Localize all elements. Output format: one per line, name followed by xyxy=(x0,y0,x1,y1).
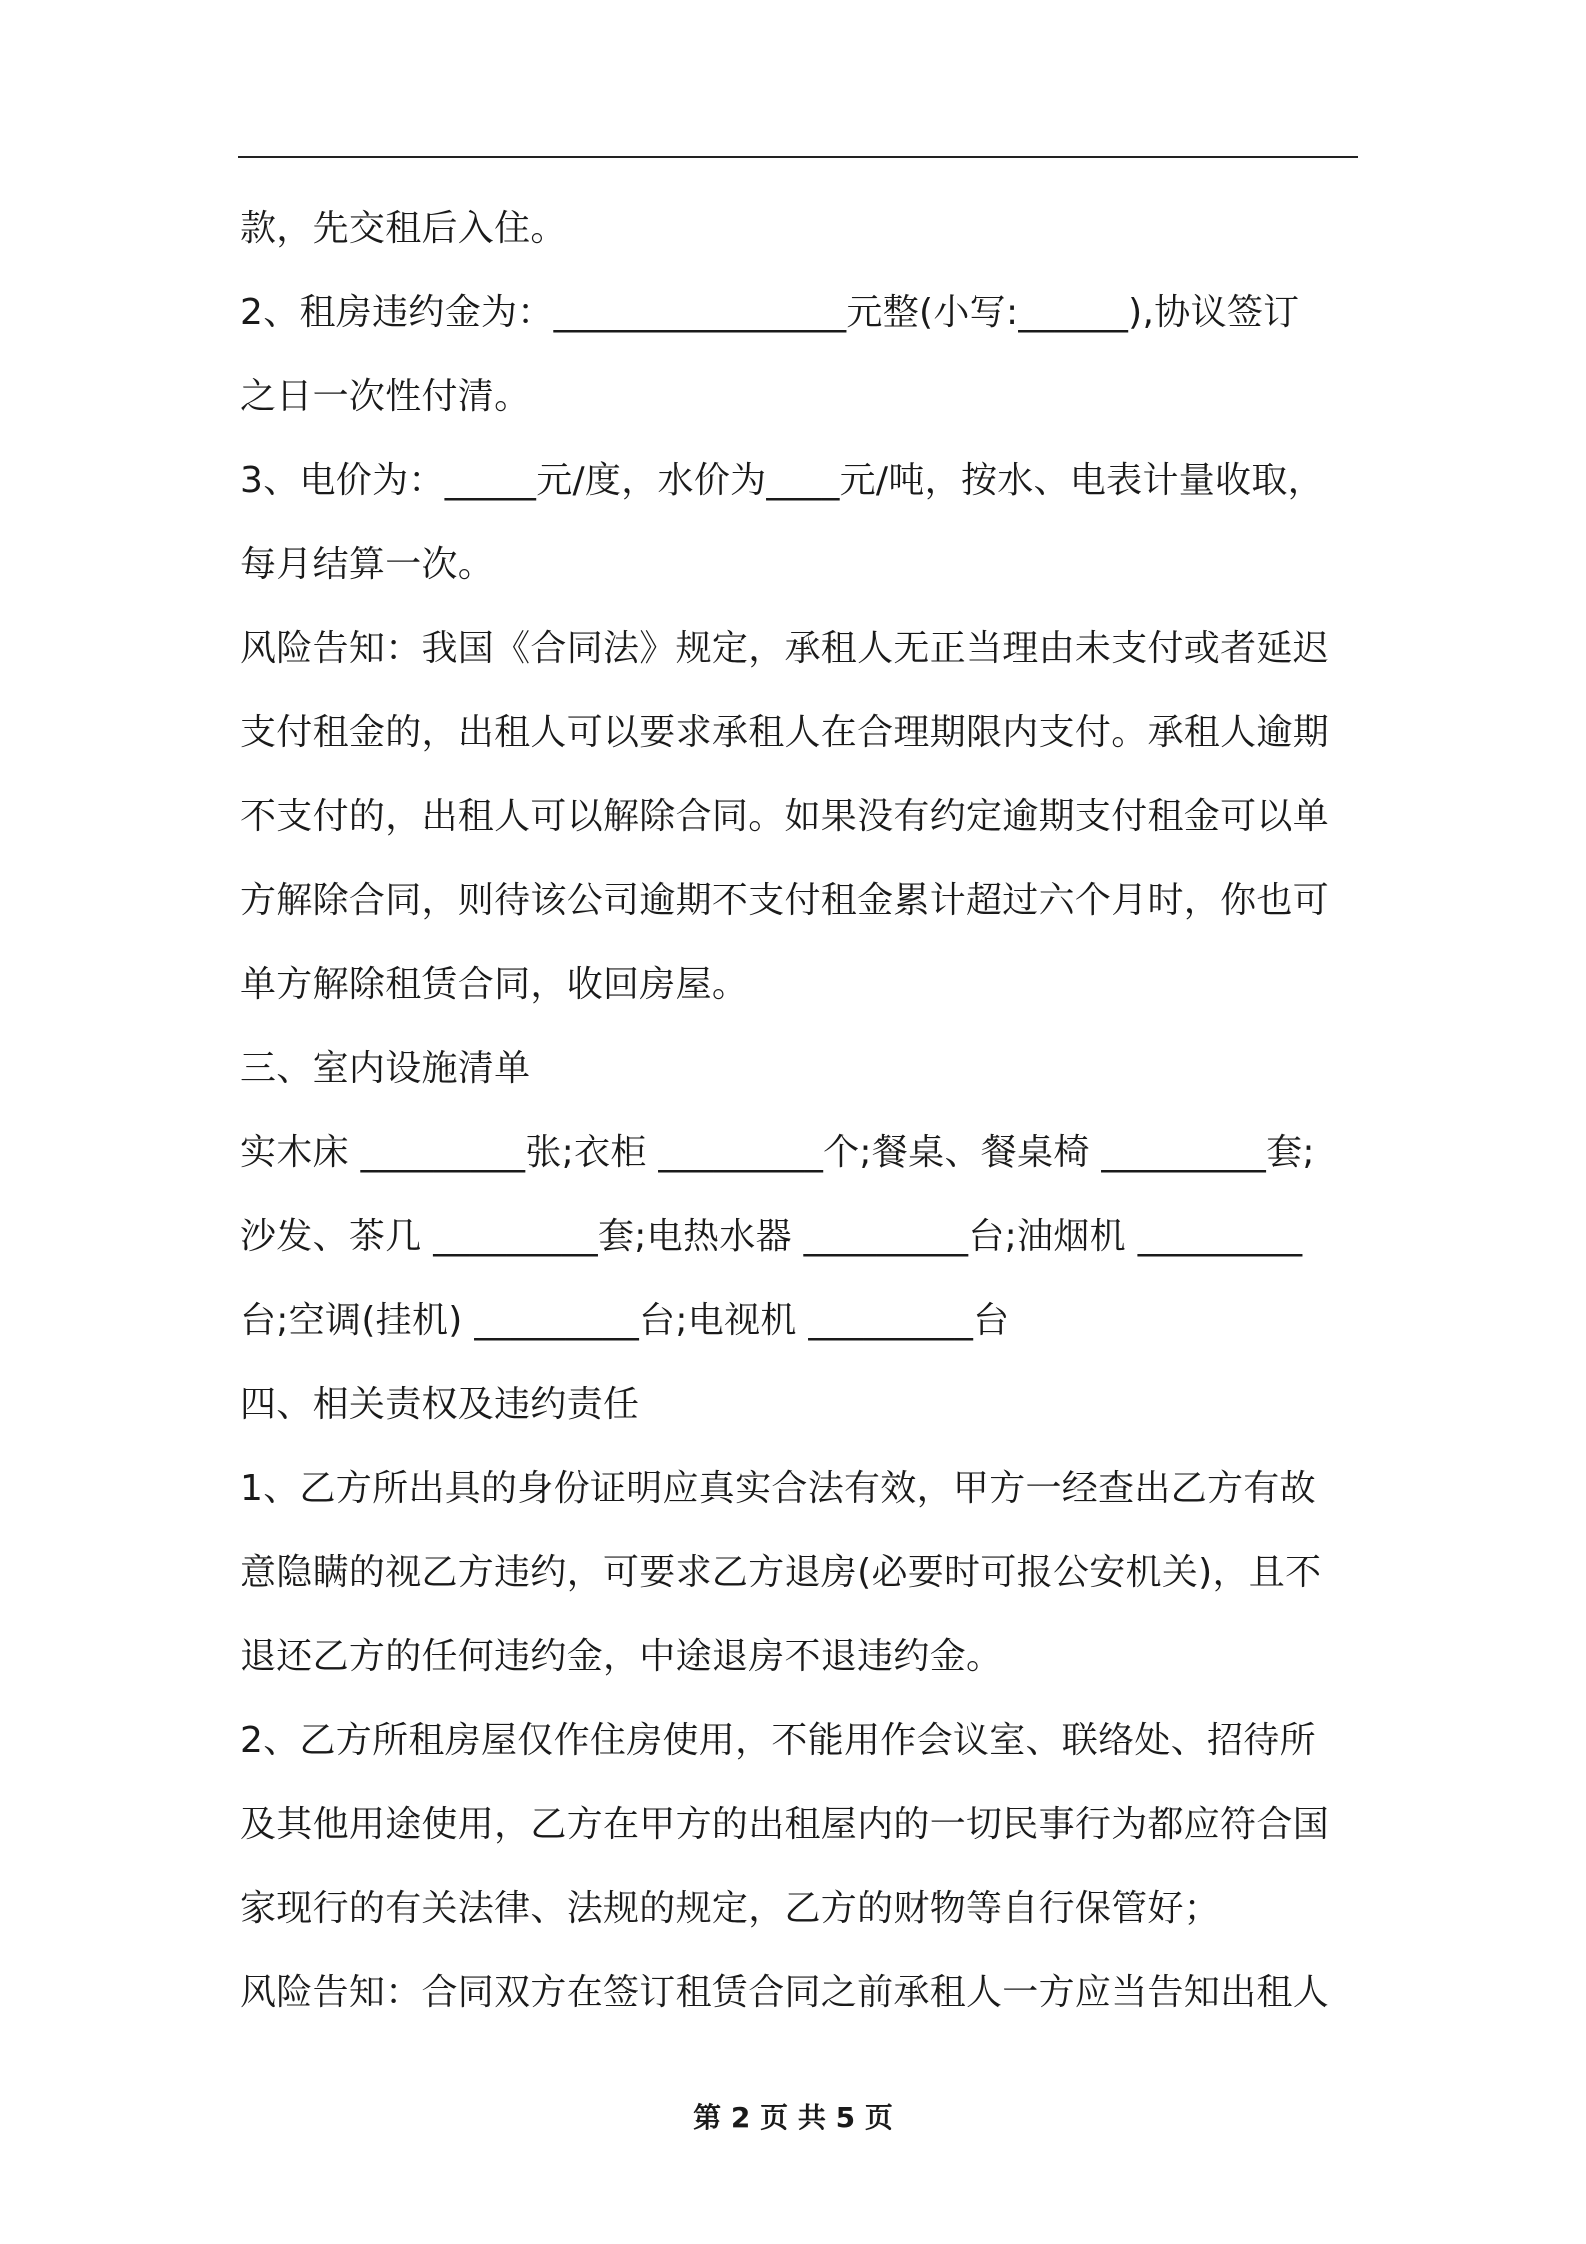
text-line: 意隐瞒的视乙方违约，可要求乙方退房(必要时可报公安机关)，且不 xyxy=(240,1552,1322,1593)
text-line: 沙发、茶几 _________套;电热水器 _________台;油烟机 _________ xyxy=(240,1216,1303,1257)
header-rule xyxy=(238,156,1358,158)
section-heading: 三、室内设施清单 xyxy=(240,1048,531,1089)
text-line: 不支付的，出租人可以解除合同。如果没有约定逾期支付租金可以单 xyxy=(240,796,1330,837)
text-line: 支付租金的，出租人可以要求承租人在合理期限内支付。承租人逾期 xyxy=(240,712,1330,753)
text-line: 单方解除租赁合同，收回房屋。 xyxy=(240,964,749,1005)
text-line: 之日一次性付清。 xyxy=(240,376,531,417)
text-line: 台;空调(挂机) _________台;电视机 _________台 xyxy=(240,1300,1010,1341)
text-line: 每月结算一次。 xyxy=(240,544,495,585)
text-line: 2、租房违约金为：________________元整(小写:______),协议签订 xyxy=(240,292,1300,333)
text-line: 风险告知：我国《合同法》规定，承租人无正当理由未支付或者延迟 xyxy=(240,628,1330,669)
text-line: 及其他用途使用，乙方在甲方的出租屋内的一切民事行为都应符合国 xyxy=(240,1804,1330,1845)
text-line: 退还乙方的任何违约金，中途退房不退违约金。 xyxy=(240,1636,1003,1677)
text-line: 款，先交租后入住。 xyxy=(240,208,567,249)
text-line: 3、电价为：_____元/度，水价为____元/吨，按水、电表计量收取， xyxy=(240,460,1324,501)
text-line: 2、乙方所租房屋仅作住房使用，不能用作会议室、联络处、招待所 xyxy=(240,1720,1316,1761)
page-number: 第 2 页 共 5 页 xyxy=(693,2101,893,2134)
body-text xyxy=(240,197,1370,2045)
text-line: 风险告知：合同双方在签订租赁合同之前承租人一方应当告知出租人 xyxy=(240,1972,1330,2013)
text-line: 方解除合同，则待该公司逾期不支付租金累计超过六个月时，你也可 xyxy=(240,880,1330,921)
text-line: 1、乙方所出具的身份证明应真实合法有效，甲方一经查出乙方有故 xyxy=(240,1468,1316,1509)
section-heading: 四、相关责权及违约责任 xyxy=(240,1384,640,1425)
text-line: 实木床 _________张;衣柜 _________个;餐桌、餐桌椅 _________套; xyxy=(240,1132,1315,1173)
text-line: 家现行的有关法律、法规的规定，乙方的财物等自行保管好； xyxy=(240,1888,1221,1929)
